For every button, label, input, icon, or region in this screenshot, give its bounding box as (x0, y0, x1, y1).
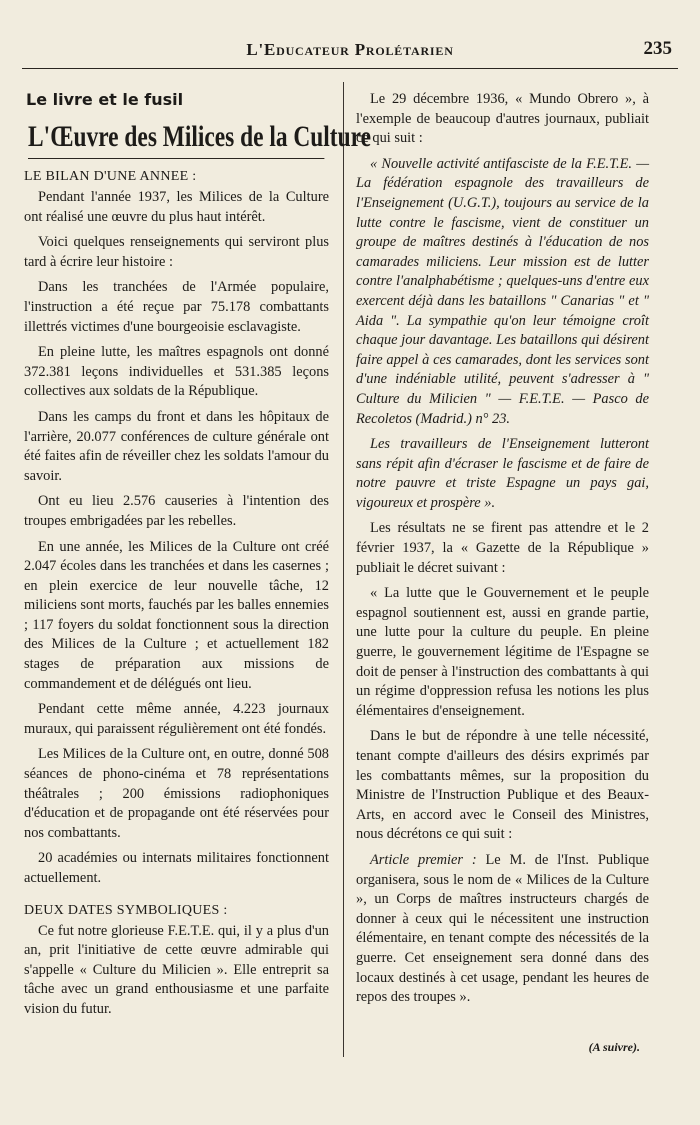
paragraph: Le 29 décembre 1936, « Mundo Obrero », à l'exemple de beaucoup d'autres journaux, publiait ce qui suit : (356, 91, 649, 147)
left-column (24, 90, 371, 1026)
right-column (356, 90, 649, 1014)
paragraph: Voici quelques renseignements qui serviront plus tard à écrire leur histoire : (24, 234, 329, 270)
section-label: Le livre et le fusil (26, 90, 184, 109)
quoted-paragraph: Les travailleurs de l'Enseignement lutteront sans répit afin d'écraser le fascisme et de faire de notre pauvre et triste Espagne un pays gai, vigoureux et prospère ». (356, 436, 649, 511)
article-headline: L'Œuvre des Milices de la Culture (28, 117, 324, 159)
paragraph: En une année, les Milices de la Culture ont créé 2.047 écoles dans les tranchées et dans les casernes ; en plein exercice de leur nouvelle tâche, 12 miliciens sont morts, fauchés par les balles ennemies ; 117 foyers du soldat fonctionnent sous la direction des Milices de la Culture ; et actuellement 182 stages de préparation aux missions de commandement et de délégués ont lieu. (24, 538, 329, 692)
paragraph: Dans le but de répondre à une telle nécessité, tenant compte d'ailleurs des désirs exprimés par les combattants mêmes, sur la proposition du Ministre de l'Instruction Publique et des Beaux-Arts, en accord avec le Conseil des Ministres, nous décrétons ce qui suit : (356, 728, 649, 843)
paragraph: Les résultats ne se firent pas attendre et le 2 février 1937, la « Gazette de la République » publiait le décret suivant : (356, 520, 649, 576)
page-number: 235 (643, 38, 672, 59)
continued-note: (A suivre). (588, 1040, 640, 1054)
paragraph: Ont eu lieu 2.576 causeries à l'intention des troupes embrigadées par les rebelles. (24, 493, 329, 529)
article-text: Le M. de l'Inst. Publique organisera, sous le nom de « Milices de la Culture », un Corps de maîtres instructeurs chargés de donner à ceux qui le nécessitent une instruction élémentaire, en tenant compte des nécessités de la guerre. Cet enseignement sera donné dans des locaux destinés à cet usage, pendant les heures de repos des troupes ». (356, 851, 649, 1006)
subhead-dates: DEUX DATES SYMBOLIQUES : (24, 902, 228, 918)
paragraph: Dans les tranchées de l'Armée populaire, l'instruction a été reçue par 75.178 combattants illettrés victimes d'une bourgeoisie esclavagiste. (24, 279, 329, 335)
paragraph: « La lutte que le Gouvernement et le peuple espagnol soutiennent est, aussi en grande partie, une lutte pour la culture du peuple. En pleine guerre, le gouvernement légitime de l'Espagne se doit de penser à l'instruction des combattants à qui un régime d'oppression refusa les notions les plus élémentaires d'enseignement. (356, 585, 649, 719)
subhead-bilan: LE BILAN D'UNE ANNEE : (24, 169, 197, 184)
quoted-paragraph: « Nouvelle activité antifasciste de la F.E.T.E. — La fédération espagnole des travailleurs de l'Enseignement (U.G.T.), toujours au service de la lutte contre le fascisme, vient de constituer un groupe de maîtres destinés à l'éducation de nos camarades miliciens. Leur mission est de lutter contre l'analphabétisme ; quelques-uns d'entre eux exercent déjà dans les bataillons " Canarias " et " Aida ". La sympathie qu'on leur témoigne croît chaque jour davantage. Les bataillons qui désirent faire appel à ces camarades, dont les services sont d'une indéniable utilité, peuvent s'adresser à " Culture du Milicien " — F.E.T.E. — Pasco de Recoletos (Madrid.) n° 23. (356, 155, 649, 427)
paragraph: Pendant cette même année, 4.223 journaux muraux, qui paraissent régulièrement ont été fondés. (24, 701, 329, 737)
paragraph: Dans les camps du front et dans les hôpitaux de l'arrière, 20.077 conférences de culture générale ont été faites afin de réveiller chez les soldats l'amour du savoir. (24, 408, 329, 484)
paragraph: En pleine lutte, les maîtres espagnols ont donné 372.381 leçons individuelles et 531.385 leçons collectives aux soldats de la République. (24, 344, 329, 400)
paragraph: Pendant l'année 1937, les Milices de la Culture ont réalisé une œuvre du plus haut intérêt. (24, 189, 329, 225)
paragraph: Les Milices de la Culture ont, en outre, donné 508 séances de phono-cinéma et 78 représentations théâtrales ; 200 émissions radiophoniques d'éducation et de propagande ont été réservées pour nos combattants. (24, 746, 329, 841)
article-paragraph (356, 851, 649, 1008)
column-divider (343, 82, 344, 1057)
running-header (22, 36, 678, 64)
article-label: Article premier : (370, 851, 477, 868)
paragraph: Ce fut notre glorieuse F.E.T.E. qui, il y a plus d'un an, prit l'initiative de cette œuvre admirable qui s'appelle « Culture du Milicien ». Elle entreprit sa tâche avec un grand enthousiasme et une parfaite vision du futur. (24, 922, 329, 1017)
header-rule (22, 68, 678, 69)
paragraph: 20 académies ou internats militaires fonctionnent actuellement. (24, 850, 329, 886)
journal-title: L'Educateur Prolétarien (246, 40, 454, 59)
